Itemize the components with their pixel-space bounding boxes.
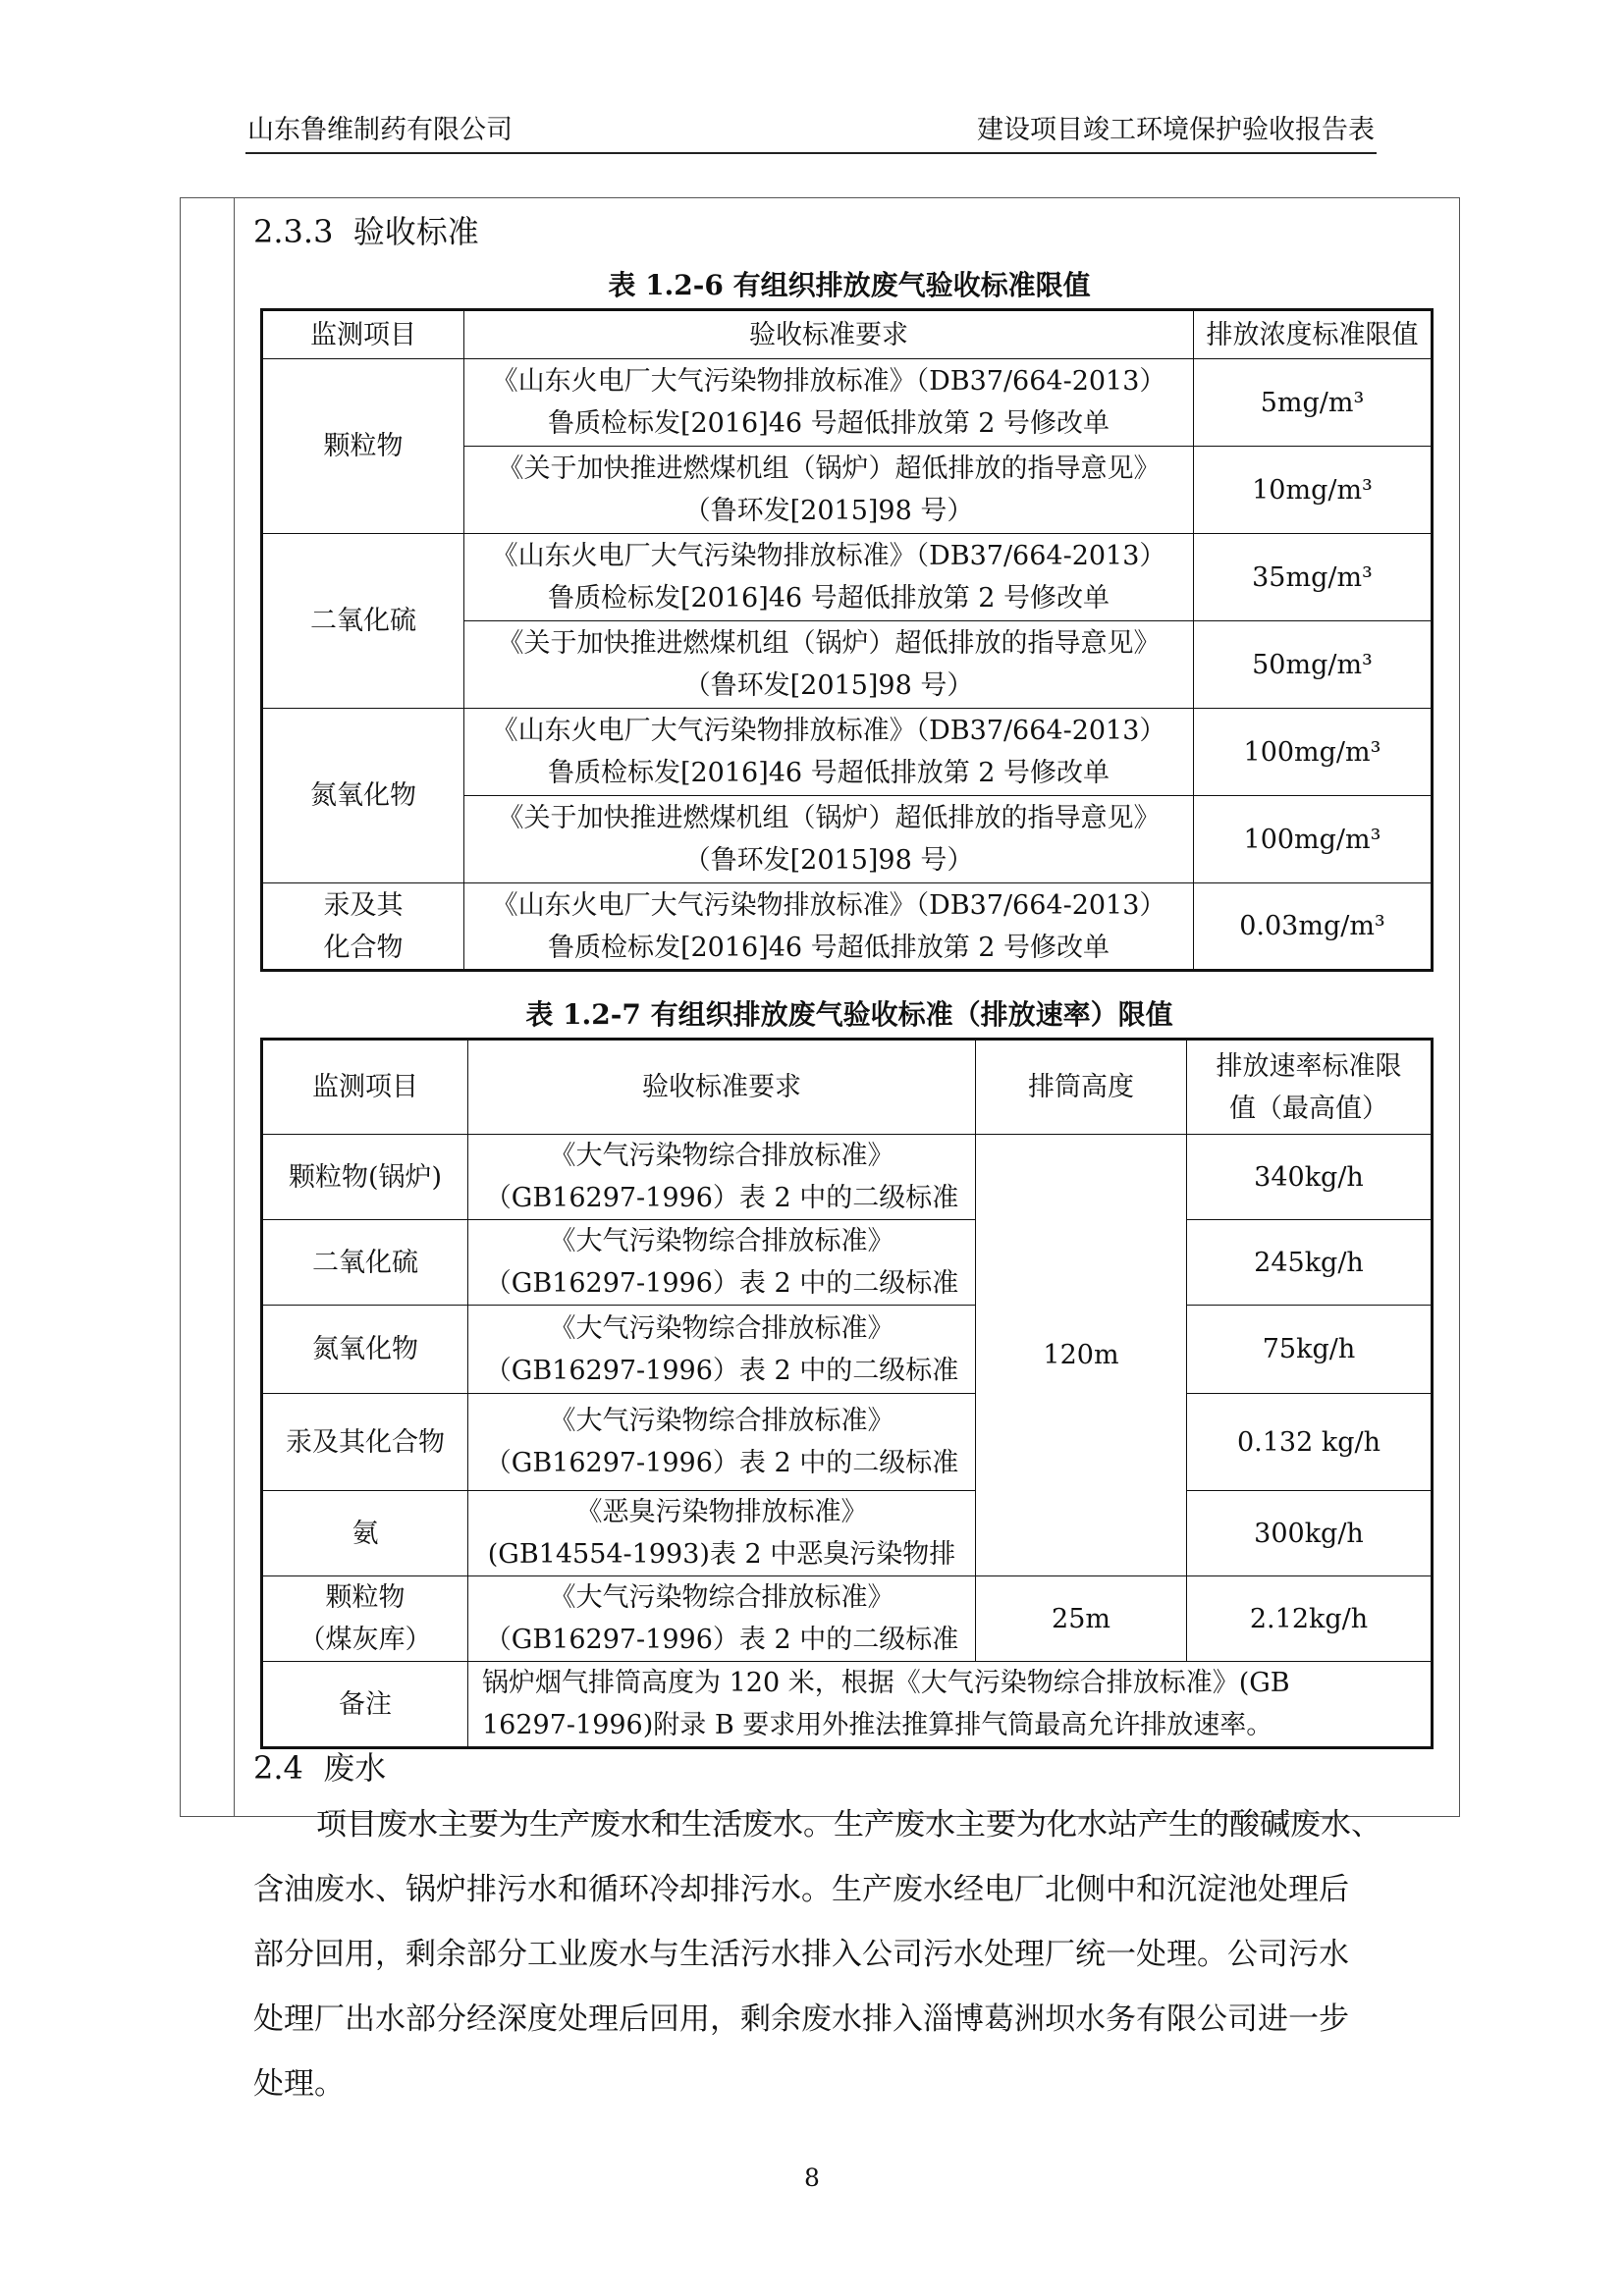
- section-2-4-heading: [253, 1748, 386, 1788]
- table2-rate-cell: 300kg/h: [1187, 1491, 1433, 1576]
- paragraph-line: 部分回用，剩余部分工业废水与生活污水排入公司污水处理厂统一处理。公司污水: [253, 1937, 1349, 1972]
- table2-caption: 表 1.2-7 有组织排放废气验收标准（排放速率）限值: [525, 998, 1173, 1031]
- table1-limit-cell: 35mg/m³: [1194, 534, 1433, 621]
- table2-header-rate: 排放速率标准限 值（最高值）: [1187, 1040, 1433, 1135]
- table1-item-cell: 二氧化硫: [262, 534, 464, 709]
- section-number: 2.4: [253, 1749, 303, 1787]
- table2-standard-cell: 《大气污染物综合排放标准》 （GB16297-1996）表 2 中的二级标准: [468, 1576, 976, 1662]
- table2-standard-cell: 《大气污染物综合排放标准》 （GB16297-1996）表 2 中的二级标准: [468, 1220, 976, 1306]
- table2-item-cell: 颗粒物 （煤灰库）: [262, 1576, 468, 1662]
- table-row: [262, 1576, 1433, 1662]
- section-title: 验收标准: [352, 213, 479, 250]
- table-row: [262, 1394, 1433, 1491]
- section-title: 废水: [323, 1749, 387, 1787]
- table-row: [262, 1220, 1433, 1306]
- table2-header-standard: 验收标准要求: [468, 1040, 976, 1135]
- table1-concentration-limits: [260, 308, 1434, 972]
- table1-caption: 表 1.2-6 有组织排放废气验收标准限值: [608, 269, 1091, 301]
- table2-header-height: 排筒高度: [976, 1040, 1187, 1135]
- table1-limit-cell: 50mg/m³: [1194, 621, 1433, 709]
- table2-rate-cell: 245kg/h: [1187, 1220, 1433, 1306]
- table2-emission-rate-limits: [260, 1038, 1434, 1749]
- table1-item-cell: 氮氧化物: [262, 709, 464, 883]
- table1-header-standard: 验收标准要求: [464, 310, 1194, 359]
- table2-rate-cell: 0.132 kg/h: [1187, 1394, 1433, 1491]
- table2-standard-cell: 《大气污染物综合排放标准》 （GB16297-1996）表 2 中的二级标准: [468, 1394, 976, 1491]
- table1-limit-cell: 100mg/m³: [1194, 709, 1433, 796]
- table2-height-cell: 25m: [976, 1576, 1187, 1662]
- table2-item-cell: 氮氧化物: [262, 1306, 468, 1394]
- table1-standard-cell: 《山东火电厂大气污染物排放标准》（DB37/664-2013） 鲁质检标发[2016]46 号超低排放第 2 号修改单: [464, 709, 1194, 796]
- table1-standard-cell: 《关于加快推进燃煤机组（锅炉）超低排放的指导意见》 （鲁环发[2015]98 号）: [464, 796, 1194, 883]
- page-number: 8: [804, 2163, 820, 2192]
- table2-header-item: 监测项目: [262, 1040, 468, 1135]
- table2-item-cell: 汞及其化合物: [262, 1394, 468, 1491]
- table-row: [262, 1662, 1433, 1748]
- table1-standard-cell: 《关于加快推进燃煤机组（锅炉）超低排放的指导意见》 （鲁环发[2015]98 号）: [464, 621, 1194, 709]
- frame-left-column-divider: [234, 197, 235, 1817]
- table2-item-cell: 氨: [262, 1491, 468, 1576]
- section-2-3-3-heading: [253, 212, 479, 251]
- table1-limit-cell: 0.03mg/m³: [1194, 883, 1433, 971]
- section-number: 2.3.3: [253, 213, 334, 250]
- table1-standard-cell: 《山东火电厂大气污染物排放标准》（DB37/664-2013） 鲁质检标发[2016]46 号超低排放第 2 号修改单: [464, 359, 1194, 447]
- table-row: [262, 1306, 1433, 1394]
- wastewater-paragraph: [253, 1792, 1441, 2116]
- table2-item-cell: 二氧化硫: [262, 1220, 468, 1306]
- table1-limit-cell: 10mg/m³: [1194, 447, 1433, 534]
- table2-standard-cell: 《大气污染物综合排放标准》 （GB16297-1996）表 2 中的二级标准: [468, 1306, 976, 1394]
- table2-note: 锅炉烟气排筒高度为 120 米，根据《大气污染物综合排放标准》(GB 16297-1996)附录 B 要求用外推法推算排气筒最高允许排放速率。: [468, 1662, 1433, 1748]
- paragraph-line: 处理厂出水部分经深度处理后回用，剩余废水排入淄博葛洲坝水务有限公司进一步: [253, 2002, 1349, 2037]
- table2-standard-cell: 《大气污染物综合排放标准》 （GB16297-1996）表 2 中的二级标准: [468, 1135, 976, 1220]
- table2-shared-height-cell: 120m: [976, 1135, 1187, 1576]
- table-row: [262, 534, 1433, 621]
- table2-rate-cell: 340kg/h: [1187, 1135, 1433, 1220]
- paragraph-line: 含油废水、锅炉排污水和循环冷却排污水。生产废水经电厂北侧中和沉淀池处理后: [253, 1872, 1349, 1907]
- table2-rate-cell: 2.12kg/h: [1187, 1576, 1433, 1662]
- table1-standard-cell: 《山东火电厂大气污染物排放标准》（DB37/664-2013） 鲁质检标发[2016]46 号超低排放第 2 号修改单: [464, 534, 1194, 621]
- table2-rate-cell: 75kg/h: [1187, 1306, 1433, 1394]
- table-row: [262, 359, 1433, 447]
- table-row: [262, 1135, 1433, 1220]
- table1-header-item: 监测项目: [262, 310, 464, 359]
- table1-item-cell: 颗粒物: [262, 359, 464, 534]
- header-doc-title: 建设项目竣工环境保护验收报告表: [977, 115, 1375, 145]
- table-row: [262, 709, 1433, 796]
- table1-standard-cell: 《山东火电厂大气污染物排放标准》（DB37/664-2013） 鲁质检标发[2016]46 号超低排放第 2 号修改单: [464, 883, 1194, 971]
- table1-limit-cell: 100mg/m³: [1194, 796, 1433, 883]
- table-row: [262, 1491, 1433, 1576]
- table1-header-limit: 排放浓度标准限值: [1194, 310, 1433, 359]
- table2-note-label: 备注: [262, 1662, 468, 1748]
- table2-item-cell: 颗粒物(锅炉): [262, 1135, 468, 1220]
- paragraph-line: 项目废水主要为生产废水和生活废水。生产废水主要为化水站产生的酸碱废水、: [316, 1807, 1381, 1842]
- header-company: 山东鲁维制药有限公司: [247, 115, 513, 145]
- header-rule: [245, 152, 1377, 154]
- table-row: [262, 883, 1433, 971]
- table1-limit-cell: 5mg/m³: [1194, 359, 1433, 447]
- table1-standard-cell: 《关于加快推进燃煤机组（锅炉）超低排放的指导意见》 （鲁环发[2015]98 号）: [464, 447, 1194, 534]
- paragraph-line: 处理。: [253, 2066, 345, 2102]
- table2-standard-cell: 《恶臭污染物排放标准》 (GB14554-1993)表 2 中恶臭污染物排: [468, 1491, 976, 1576]
- table1-item-cell: 汞及其 化合物: [262, 883, 464, 971]
